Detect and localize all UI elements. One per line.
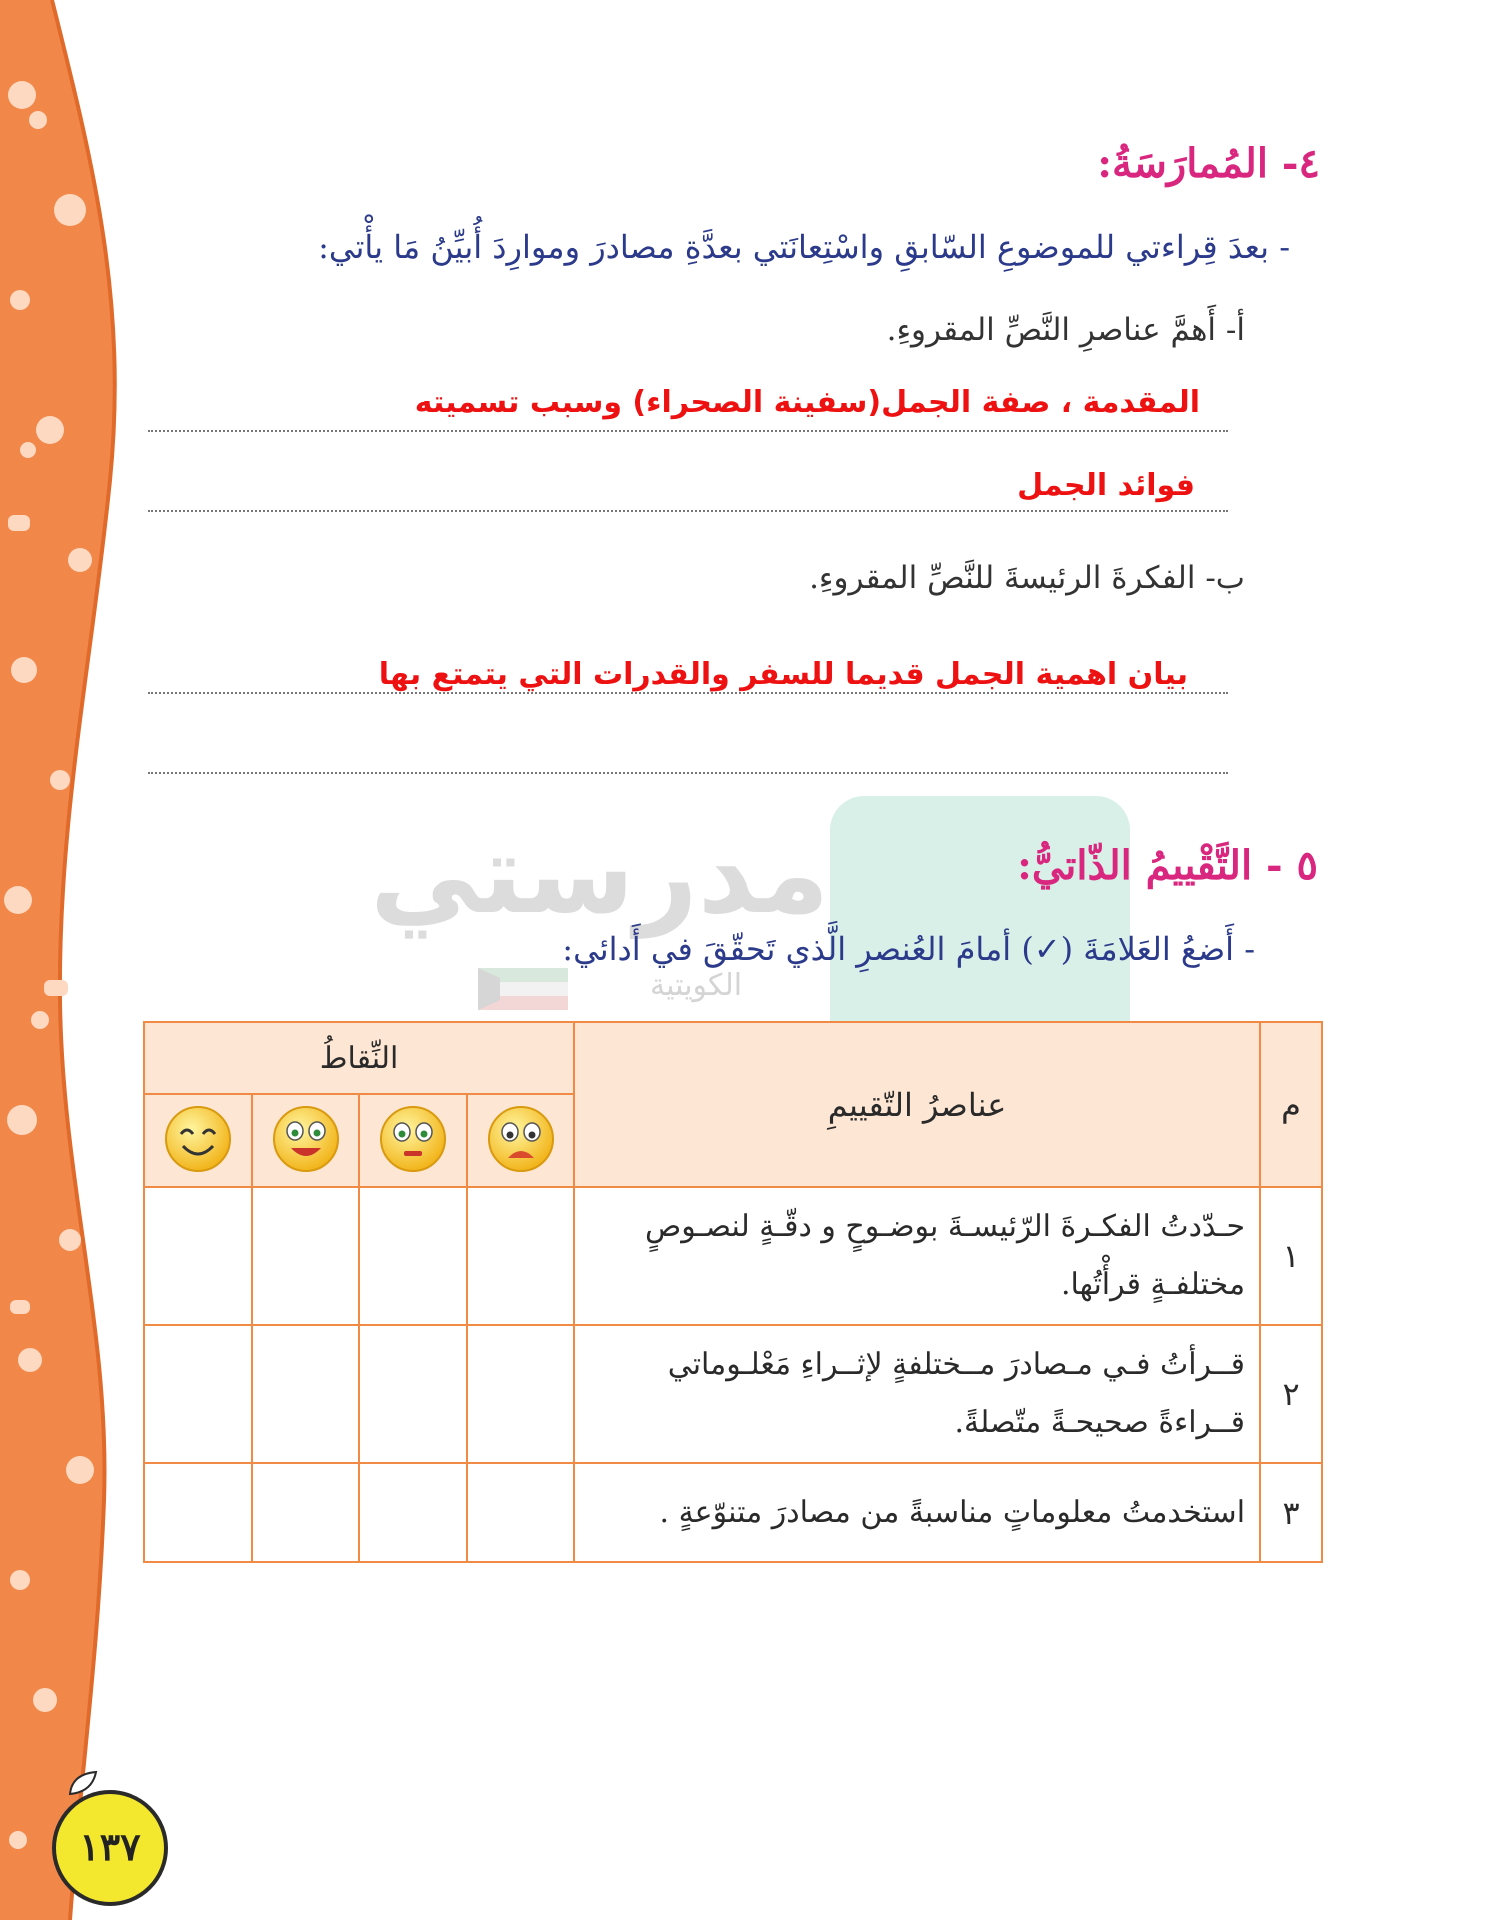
self-evaluation-table <box>143 1021 1323 1563</box>
rating-cell[interactable] <box>144 1325 252 1463</box>
happy-face-icon <box>271 1104 341 1174</box>
rating-cell[interactable] <box>359 1325 467 1463</box>
answer-line-4 <box>148 772 1228 774</box>
row-number: ٣ <box>1260 1463 1322 1562</box>
rating-cell[interactable] <box>252 1187 359 1325</box>
sad-face-icon <box>486 1104 556 1174</box>
section-4-instruction: - بعدَ قِراءتي للموضوعِ السّابقِ واسْتِعانَتي بعدَّةِ مصادرَ وموارِدَ أُبيِّنُ مَا يأْتي: <box>318 228 1290 266</box>
rating-cell[interactable] <box>467 1463 574 1562</box>
row-line-2: مختلفـةٍ قرأْتُها. <box>1060 1267 1246 1302</box>
row-element-text <box>574 1325 1260 1463</box>
rating-cell[interactable] <box>467 1187 574 1325</box>
row-element-text <box>574 1463 1260 1562</box>
row-line-1: استخدمتُ معلوماتٍ مناسبةً من مصادرَ متنوّعةٍ . <box>659 1494 1246 1530</box>
row-number: ١ <box>1260 1187 1322 1325</box>
answer-b-line-1: بيان اهمية الجمل قديما للسفر والقدرات التي يتمتع بها <box>378 657 1188 692</box>
rating-cell[interactable] <box>359 1187 467 1325</box>
rating-cell[interactable] <box>359 1463 467 1562</box>
table-row <box>144 1463 1322 1562</box>
page-number: ١٣٧ <box>52 1790 168 1906</box>
rating-cell[interactable] <box>252 1463 359 1562</box>
answer-a-line-2: فوائد الجمل <box>1017 468 1195 503</box>
rating-cell[interactable] <box>144 1463 252 1562</box>
item-a-label: أ- أَهمَّ عناصرِ النَّصِّ المقروءِ. <box>886 312 1245 348</box>
column-header-elements: عناصرُ التّقييمِ <box>574 1022 1260 1187</box>
answer-a-line-1: المقدمة ، صفة الجمل(سفينة الصحراء) وسبب تسميته <box>414 385 1200 420</box>
rating-cell[interactable] <box>252 1325 359 1463</box>
smiling-face-icon <box>163 1104 233 1174</box>
neutral-face-icon <box>378 1104 448 1174</box>
answer-line-2 <box>148 510 1228 512</box>
answer-line-3 <box>148 692 1228 694</box>
item-b-label: ب- الفكرةَ الرئيسةَ للنَّصِّ المقروءِ. <box>809 560 1245 596</box>
row-element-text <box>574 1187 1260 1325</box>
row-number: ٢ <box>1260 1325 1322 1463</box>
watermark-title: مدرستي <box>370 810 830 938</box>
row-line-1: قــرأتُ فـي مـصادرَ مــختلفةٍ لإثــراءِ مَعْلـوماتي <box>667 1347 1246 1382</box>
decorative-side-band <box>0 0 140 1920</box>
section-4-heading: ٤- المُمارَسَةُ: <box>1097 140 1320 187</box>
rating-header-neutral <box>359 1094 467 1187</box>
row-line-2: قــراءةً صحيحـةً متّصلةً. <box>954 1405 1246 1440</box>
rating-header-happy <box>252 1094 359 1187</box>
column-header-number: م <box>1260 1022 1322 1187</box>
rating-header-smiling <box>144 1094 252 1187</box>
kuwait-flag-icon <box>478 968 568 1010</box>
column-header-points: النِّقاطُ <box>144 1022 574 1094</box>
rating-cell[interactable] <box>144 1187 252 1325</box>
rating-header-sad <box>467 1094 574 1187</box>
answer-line-1 <box>148 430 1228 432</box>
section-5-instruction: - أَضعُ العَلامَةَ (✓) أمامَ العُنصرِ الَّذي تَحقّقَ في أَدائي: <box>562 930 1255 968</box>
table-row <box>144 1325 1322 1463</box>
table-row <box>144 1187 1322 1325</box>
rating-cell[interactable] <box>467 1325 574 1463</box>
row-line-1: حـدّدتُ الفكـرةَ الرّئيسـةَ بوضـوحٍ و دقّـةٍ لنصـوصٍ <box>644 1209 1246 1244</box>
watermark-subtitle: الكويتية <box>650 968 743 1003</box>
section-5-heading: ٥ - التَّقْييمُ الذّاتيُّ: <box>1017 842 1318 889</box>
